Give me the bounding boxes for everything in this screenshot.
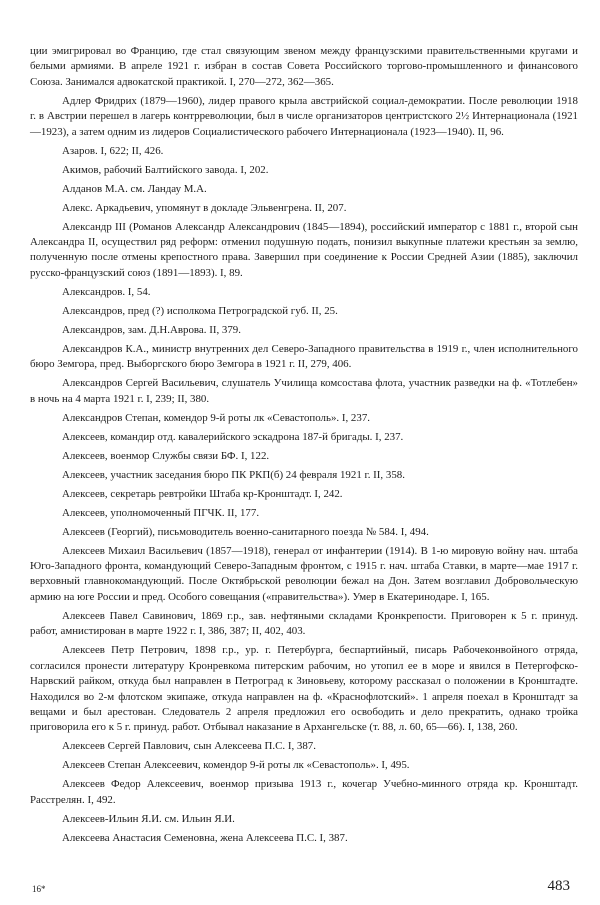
index-entry: Александров Степан, комендор 9-й роты лк «Севастополь». I, 237. xyxy=(62,411,370,424)
index-entry: ции эмигрировал во Францию, где стал связующим звеном между французскими правительственными кругами и белыми армиями. В апреле 1921 г. избран в состав Совета Российского торгово-промышленного и финансового Союза. Занимался адвокатской практикой. I, 270—272, 362—365. xyxy=(30,45,578,88)
index-entry: Акимов, рабочий Балтийского завода. I, 202. xyxy=(62,163,269,176)
index-entry: Алексеев Сергей Павлович, сын Алексеева П.С. I, 387. xyxy=(62,740,316,753)
index-entry: Алексеев Степан Алексеевич, комендор 9-й роты лк «Севастополь». I, 495. xyxy=(62,759,410,772)
index-entry: Алданов М.А. см. Ландау М.А. xyxy=(62,182,207,195)
index-entry: Александров, зам. Д.Н.Аврова. II, 379. xyxy=(62,323,241,336)
index-entry: Алексеев, секретарь ревтройки Штаба кр-Кронштадт. I, 242. xyxy=(62,487,343,500)
index-entry: Алексеев, уполномоченный ПГЧК. II, 177. xyxy=(62,506,260,519)
index-entry: Александров. I, 54. xyxy=(62,285,151,298)
index-entry: Алексеев-Ильин Я.И. см. Ильин Я.И. xyxy=(62,812,235,825)
index-entry: Алексеев (Георгий), письмоводитель военно-санитарного поезда № 584. I, 494. xyxy=(62,525,429,538)
index-entry: Александров Сергей Васильевич, слушатель Училища комсостава флота, участник разведки на ф. «Тотлебен» в ночь на 4 марта 1921 г. I, 239; II, 380. xyxy=(30,377,578,405)
index-entry: Алексеев, военмор Службы связи БФ. I, 122. xyxy=(62,449,270,462)
index-entry: Александров, пред (?) исполкома Петроградской губ. II, 25. xyxy=(62,304,338,317)
index-entry: Александров К.А., министр внутренних дел Северо-Западного правительства в 1919 г., член исполнительного бюро Земгора, пред. Выборгского бюро Земгора в 1921 г. II, 279, 406. xyxy=(30,342,578,371)
index-entry: Алексеев Павел Савинович, 1869 г.р., зав. нефтяными складами Кронкрепости. Приговорен к 5 г. принуд. работ, амнистирован в марте 1922 г. I, 386, 387; II, 402, 403. xyxy=(30,609,578,638)
index-entry: Алексеев Федор Алексеевич, военмор призыва 1913 г., кочегар Учебно-минного отряда кр. Кронштадт. Расстрелян. I, 492. xyxy=(30,778,578,806)
index-page-body xyxy=(30,44,578,850)
index-entry: Алексеева Анастасия Семеновна, жена Алексеева П.С. I, 387. xyxy=(62,831,348,844)
printer-signature: 16* xyxy=(32,884,46,894)
index-entry: Алексеев, командир отд. кавалерийского эскадрона 187-й бригады. I, 237. xyxy=(62,430,404,443)
index-entry: Алексеев, участник заседания бюро ПК РКП(б) 24 февраля 1921 г. II, 358. xyxy=(62,468,405,481)
index-entry: Алексеев Петр Петрович, 1898 г.р., ур. г. Петербурга, беспартийный, писарь Рабочеконвойного отряда, согласился пронести литературу Кронревкома питерским рабочим, но утопил ее в море и явился в Петергофско-Нарвский райком, откуда был направлен в Петроград к Зиновьеву, которому рассказал о положении в Кронштадте. Находился во 2-м флотском экипаже, откуда направлен на ф. «Краснофлотский». 1 апреля поехал в Кронштадт за вещами и был арестован. Следователь 2 апреля предложил его освободить и дело прекратить, однако тройка приговорила его к 5 г. принуд. работ. Отбывал наказание в Архангельске (т. 88, л. 60, 65—66). I, 138, 260. xyxy=(30,644,578,734)
index-entry: Алексеев Михаил Васильевич (1857—1918), генерал от инфантерии (1914). В 1-ю мировую войну нач. штаба Юго-Западного фронта, командующий Северо-Западным фронтом, с 1915 г. нач. штаба Ставки, в марте—мае 1917 г. верховный главнокомандующий. После Октябрьской революции бежал на Дон. Затем возглавил Добровольческую армию на юге России и пред. Особого совещания («правительства»). Умер в Екатеринодаре. I, 165. xyxy=(30,544,578,603)
index-entry: Азаров. I, 622; II, 426. xyxy=(62,144,164,157)
index-entry: Александр III (Романов Александр Александрович (1845—1894), российский император с 1881 г., второй сын Александра II, осуществил ряд реформ: отменил подушную подать, понизил выкупные платежи крестьян за землю, полученную после отмены крепостного права. Завершил при соединение к России Средней Азии (1885), заключил русско-французский союз (1891—1893). I, 89. xyxy=(30,220,578,279)
index-entry: Алекс. Аркадьевич, упомянут в докладе Эльвенгрена. II, 207. xyxy=(62,201,347,214)
index-entry: Адлер Фридрих (1879—1960), лидер правого крыла австрийской социал-демократии. После революции 1918 г. в Австрии перешел в лагерь контрреволюции, был в числе организаторов центристского 2½ Интернационала (1921—1923), а затем одним из лидеров Социалистического рабочего Интернационала (1923—1940). II, 96. xyxy=(30,94,578,138)
page-number: 483 xyxy=(547,878,570,894)
